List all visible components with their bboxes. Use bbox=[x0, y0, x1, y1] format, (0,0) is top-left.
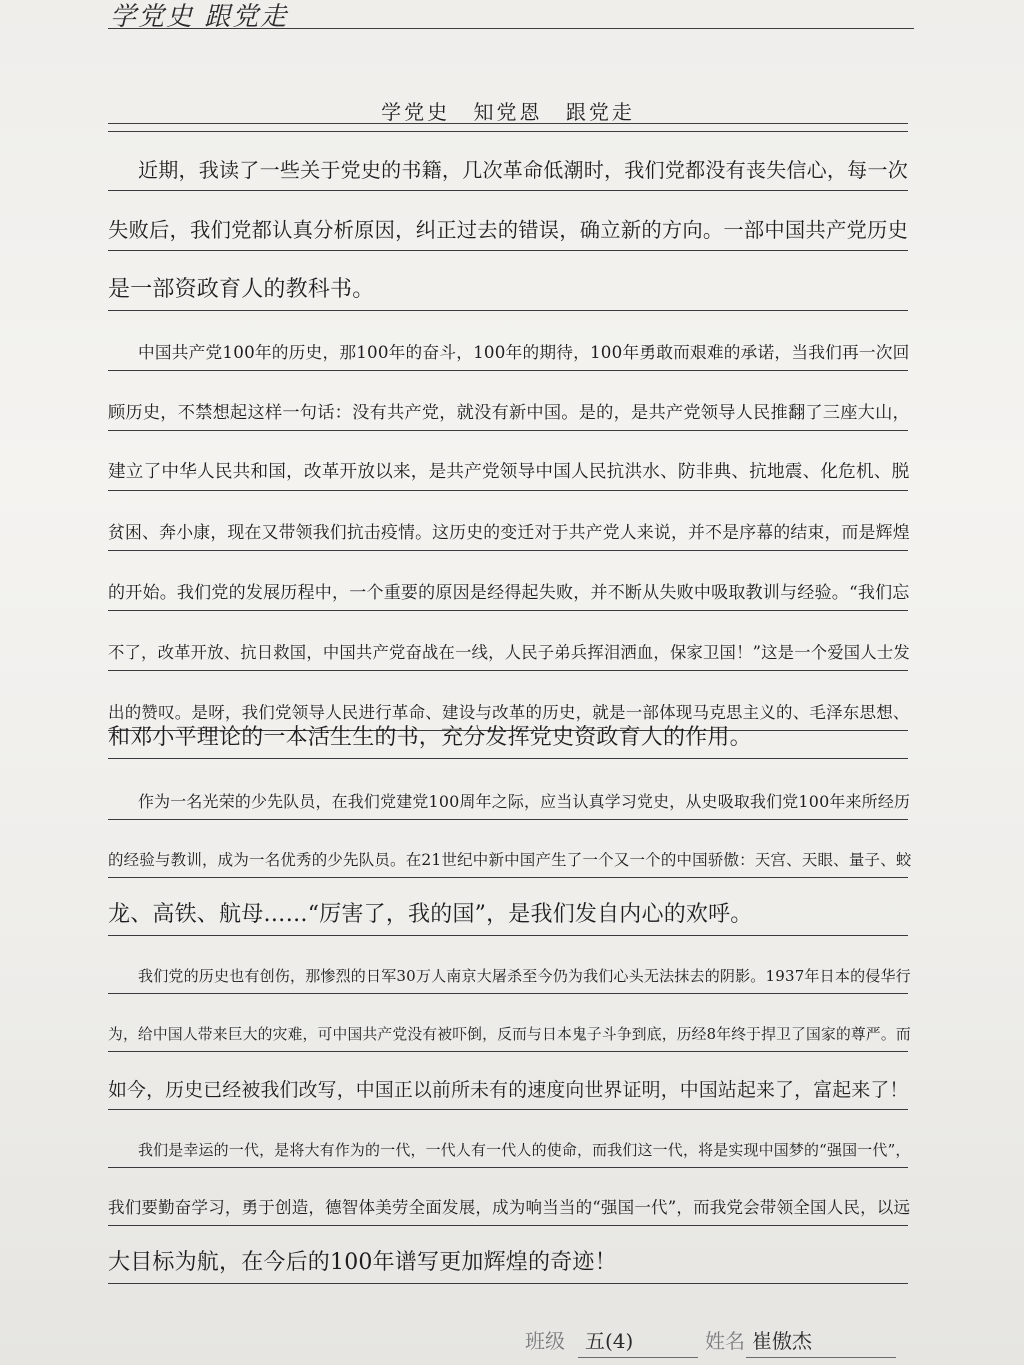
line-text: 我们要勤奋学习，勇于创造，德智体美劳全面发展，成为响当当的“强国一代”，而我党会带领全国人民，以远 bbox=[108, 1198, 911, 1217]
header-rule bbox=[108, 28, 914, 29]
name-value: 崔傲杰 bbox=[752, 1329, 812, 1353]
line-text: 大目标为航，在今后的100年谱写更加辉煌的奇迹！ bbox=[108, 1250, 617, 1275]
essay-line bbox=[108, 760, 911, 820]
line-text: 的经验与教训，成为一名优秀的少先队员。在21世纪中新中国产生了一个又一个的中国骄傲：天宫、天眼、量子、蛟 bbox=[108, 851, 912, 869]
line-text: 是一部资政育人的教科书。 bbox=[108, 277, 375, 302]
line-text: 如今，历史已经被我们改写，中国正以前所未有的速度向世界证明，中国站起来了，富起来了！ bbox=[108, 1079, 909, 1101]
essay-line bbox=[108, 818, 912, 878]
line-text: 我们是幸运的一代，是将大有作为的一代，一代人有一代人的使命，而我们这一代，将是实现中国梦的“强国一代”， bbox=[138, 1141, 911, 1159]
line-text: 顾历史，不禁想起这样一句话：没有共产党，就没有新中国。是的，是共产党领导人民推翻了三座大山， bbox=[108, 403, 910, 423]
signature-footer bbox=[0, 1320, 1024, 1360]
line-text: 失败后，我们党都认真分析原因，纠正过去的错误，确立新的方向。一部中国共产党历史 bbox=[108, 218, 908, 242]
essay-line bbox=[108, 1166, 911, 1226]
class-value: 五(4) bbox=[585, 1329, 634, 1353]
line-text: 出的赞叹。是呀，我们党领导人民进行革命、建设与改革的历史，就是一部体现马克思主义的、毛泽东思想、 bbox=[108, 703, 910, 722]
essay-line bbox=[108, 251, 908, 311]
essay-line bbox=[108, 311, 908, 371]
line-text: 和邓小平理论的一本活生生的书，充分发挥党史资政育人的作用。 bbox=[108, 725, 752, 750]
name-label: 姓名 bbox=[705, 1329, 745, 1353]
essay-line bbox=[108, 992, 911, 1052]
essay-line bbox=[108, 551, 908, 611]
essay-line bbox=[108, 1050, 908, 1110]
line-text: 建立了中华人民共和国，改革开放以来，是共产党领导中国人民抗洪水、防非典、抗地震、化危机、脱 bbox=[108, 462, 910, 482]
line-text: 我们党的历史也有创伤，那惨烈的日军30万人南京大屠杀至今仍为我们心头无法抹去的阴影。1937年日本的侵华行 bbox=[138, 967, 911, 985]
essay-line bbox=[108, 1108, 911, 1168]
essay-line bbox=[108, 131, 908, 191]
essay-line bbox=[108, 191, 908, 251]
essay-title: 学党史 知党恩 跟党走 bbox=[381, 100, 635, 124]
line-text: 作为一名光荣的少先队员，在我们党建党100周年之际，应当认真学习党史，从史吸取我们党100年来所经历 bbox=[138, 792, 911, 811]
class-underline bbox=[578, 1357, 698, 1358]
essay-line bbox=[108, 431, 908, 491]
line-text: 贫困、奔小康，现在又带领我们抗击疫情。这历史的变迁对于共产党人来说，并不是序幕的结束，而是辉煌 bbox=[108, 522, 910, 542]
class-label: 班级 bbox=[525, 1329, 565, 1353]
line-text: 近期，我读了一些关于党史的书籍，几次革命低潮时，我们党都没有丧失信心，每一次 bbox=[138, 158, 908, 182]
line-text: 不了，改革开放、抗日救国，中国共产党奋战在一线，人民子弟兵挥泪洒血，保家卫国！”这是一个爱国人士发 bbox=[108, 643, 910, 662]
essay-line bbox=[108, 876, 908, 936]
essay-line bbox=[108, 1224, 908, 1284]
page-header: 学党史 跟党走 bbox=[110, 2, 289, 32]
line-text: 中国共产党100年的历史，那100年的奋斗，100年的期待，100年勇敢而艰难的承诺，当我们再一次回 bbox=[138, 342, 910, 362]
line-text: 龙、高铁、航母……“厉害了，我的国”，是我们发自内心的欢呼。 bbox=[108, 902, 753, 927]
name-underline bbox=[746, 1357, 896, 1358]
essay-line bbox=[108, 491, 908, 551]
essay-line bbox=[108, 611, 908, 671]
essay-line bbox=[108, 699, 908, 759]
line-text: 的开始。我们党的发展历程中，一个重要的原因是经得起失败，并不断从失败中吸取教训与经验。“我们忘 bbox=[108, 583, 910, 603]
essay-line bbox=[108, 371, 908, 431]
line-text: 为，给中国人带来巨大的灾难，可中国共产党没有被吓倒，反而与日本鬼子斗争到底，历经8年终于捍卫了国家的尊严。而 bbox=[108, 1026, 911, 1043]
essay-line bbox=[108, 934, 911, 994]
